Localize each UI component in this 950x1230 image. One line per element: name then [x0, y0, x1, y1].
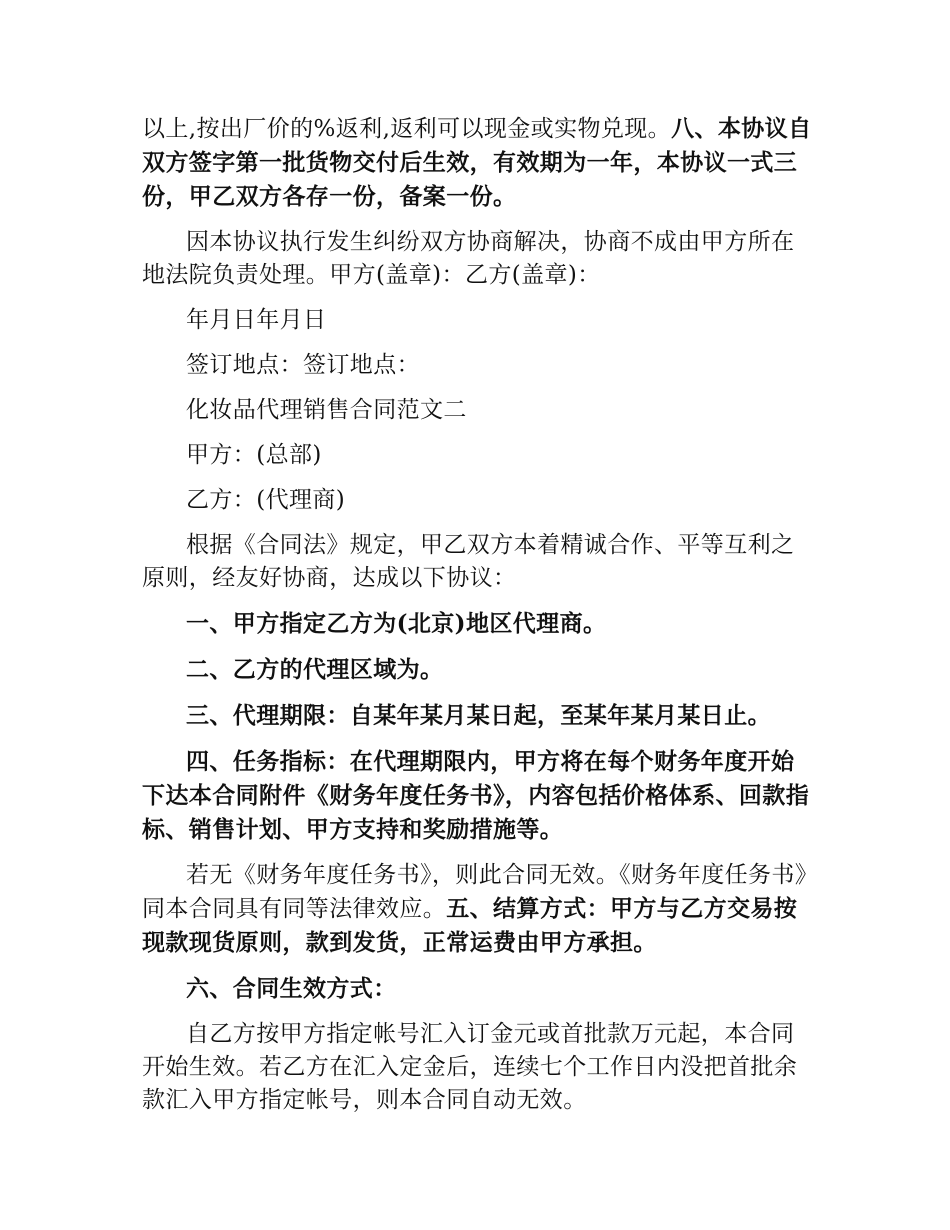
paragraph-11 — [142, 699, 814, 733]
text-run: 甲方：(总部) — [186, 442, 322, 468]
text-run: 乙方：(代理商) — [186, 487, 346, 513]
text-run: 根据《合同法》规定，甲乙双方本着精诚合作、平等互利之原则，经友好协商，达成以下协议： — [142, 532, 795, 591]
text-run-bold: 五、结算方式：甲方与乙方交易按现款现货原则，款到发货，正常运费由甲方承担。 — [142, 895, 798, 956]
paragraph-5 — [142, 394, 814, 427]
text-run: 化妆品代理销售合同范文二 — [186, 397, 467, 423]
text-run-bold: 四、任务指标：在代理期限内，甲方将在每个财务年度开始下达本合同附件《财务年度任务书》，内容包括价格体系、回款指标、销售计划、甲方支持和奖励措施等。 — [142, 748, 810, 843]
paragraph-1 — [142, 112, 814, 214]
paragraph-12 — [142, 745, 814, 847]
text-run-bold: 八、本协议自双方签字第一批货物交付后生效，有效期为一年，本协议一式三份，甲乙双方各存一份，备案一份。 — [142, 115, 812, 210]
text-run-bold: 二、乙方的代理区域为。 — [186, 656, 444, 683]
text-run-bold: 一、甲方指定乙方为(北京)地区代理商。 — [186, 610, 607, 637]
text-run: 年月日年月日 — [186, 307, 327, 333]
text-run: 因本协议执行发生纠纷双方协商解决，协商不成由甲方所在地法院负责处理。甲方(盖章)：乙方(盖章)： — [142, 229, 795, 288]
paragraph-13 — [142, 859, 814, 960]
paragraph-2 — [142, 226, 814, 292]
paragraph-6 — [142, 439, 814, 472]
paragraph-10 — [142, 653, 814, 687]
document-page — [142, 112, 814, 1129]
paragraph-8 — [142, 529, 814, 595]
paragraph-7 — [142, 484, 814, 517]
paragraph-14 — [142, 972, 814, 1006]
text-run-bold: 六、合同生效方式： — [186, 975, 397, 1002]
text-run-bold: 三、代理期限：自某年某月某日起，至某年某月某日止。 — [186, 702, 771, 729]
text-run: 签订地点：签订地点： — [186, 352, 420, 378]
text-run: 若无《财务年度任务书》，则此合同无效。《财务年度任务书》同本合同具有同等法律效应。 — [142, 862, 807, 922]
paragraph-3 — [142, 304, 814, 337]
text-run: 以上,按出厂价的%返利,返利可以现金或实物兑现。 — [142, 116, 672, 142]
paragraph-15 — [142, 1018, 814, 1117]
paragraph-4 — [142, 349, 814, 382]
text-run: 自乙方按甲方指定帐号汇入订金元或首批款万元起，本合同开始生效。若乙方在汇入定金后，连续七个工作日内没把首批余款汇入甲方指定帐号，则本合同自动无效。 — [142, 1021, 798, 1113]
paragraph-9 — [142, 607, 814, 641]
